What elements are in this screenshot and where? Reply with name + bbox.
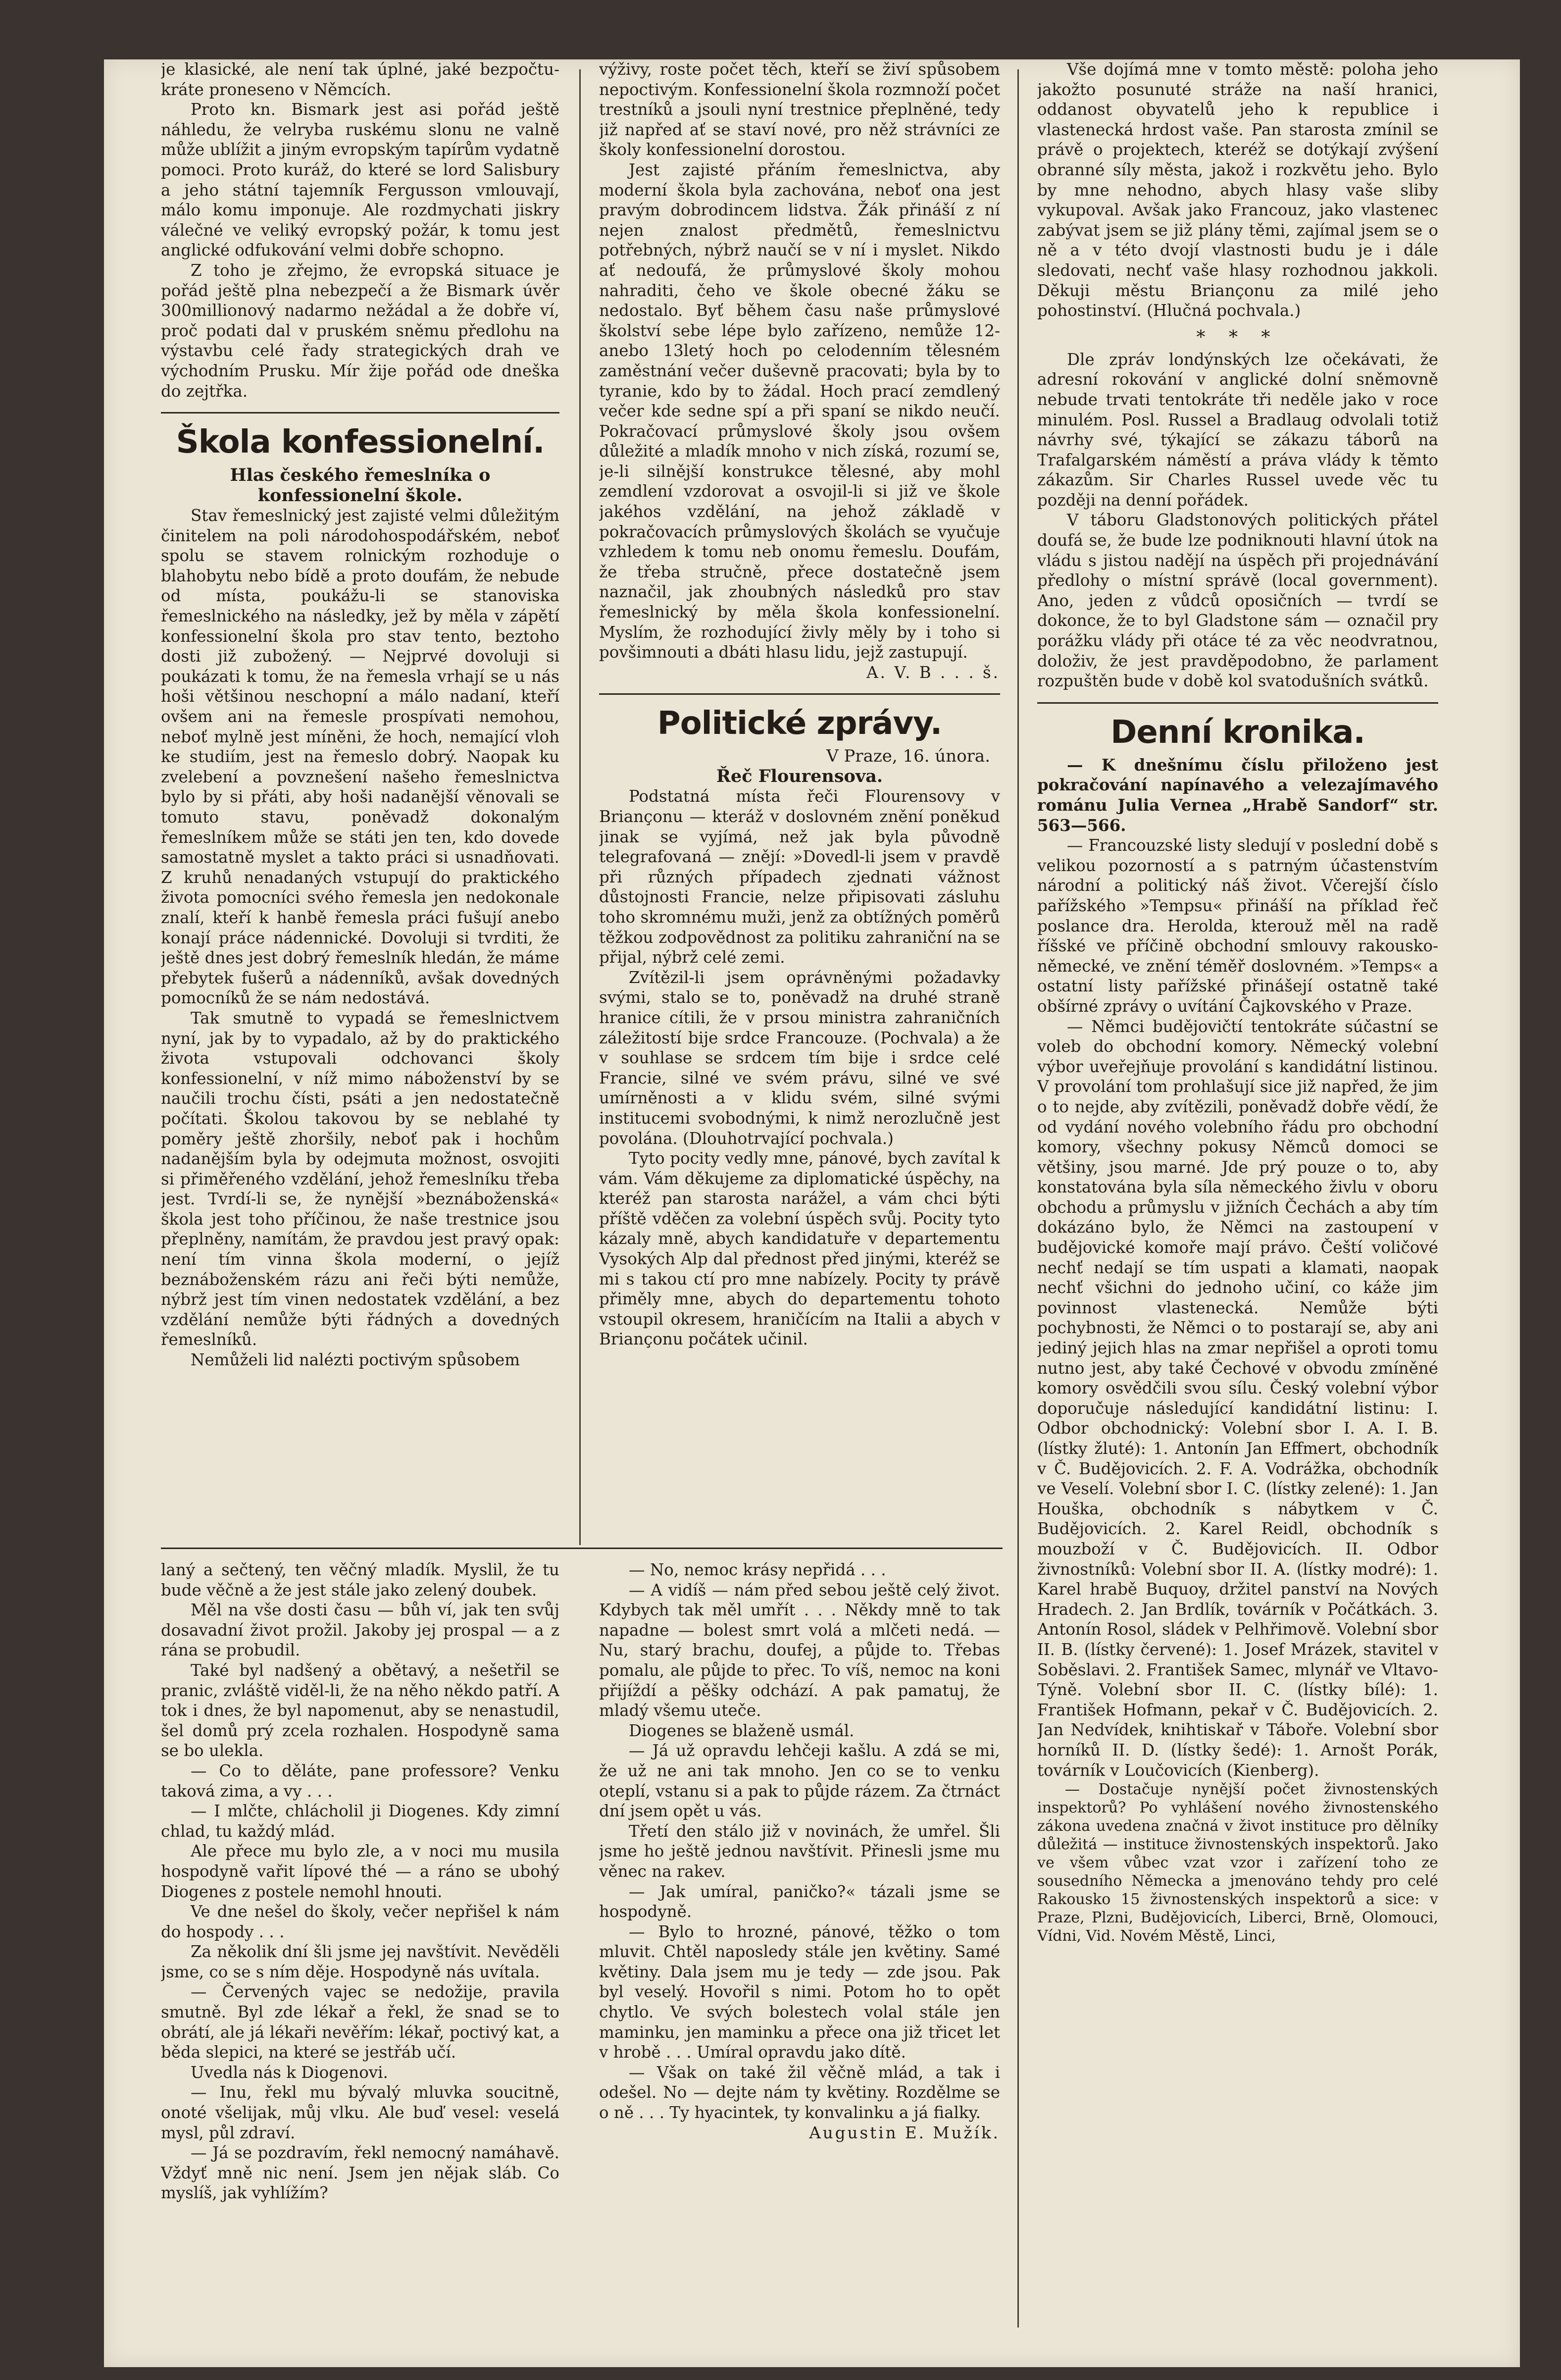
paragraph: — Francouzské listy sledují v poslední době s velikou pozorností a s patrným účastenstvím národní a politický náš život. Včerejší číslo pařížského »Tempsu« přináší na příklad řeč poslance dra. Herolda, kterouž měl na radě říšské ve příčině obchodní smlouvy rakousko-německé, ve znění téměř doslovném. »Temps« a ostatní listy pařížské přinášejí ostatně také obšírné zprávy o uvítání Čajkovského v Praze. <box>1037 836 1438 1016</box>
paragraph: — Já už opravdu lehčeji kašlu. A zdá se mi, že už ne ani tak mnoho. Jen co se to venku oteplí, vstanu si a pak to půjde rázem. Za čtrnáct dní jsem opět u vás. <box>599 1741 1000 1821</box>
feuilleton-divider <box>161 1548 1003 1549</box>
paragraph: — Dostačuje nynější počet živnostenských inspektorů? Po vyhlášení nového živnostenského zákona uvedena značná v život instituce pro dělníky důležitá — instituce živnostenských inspektorů. Jako ve všem vůbec vzat vzor i zařízení toho ze sousedního Německa a jmenováno tehdy pro celé Rakousko 15 živnostenských inspektorů a sice: v Praze, Plzni, Budějovicích, Liberci, Brně, Olomouci, Vídni, Vid. Novém Městě, Linci, <box>1037 1781 1438 1945</box>
paragraph: Stav řemeslnický jest zajisté velmi důležitým činitelem na poli národohospodářském, neboť spolu se stavem rolnickým rozhoduje o blahobytu nebo bídě a proto doufám, že nebude od místa, poukážu-li se stanoviska řemeslnického na následky, jež by měla v zápětí konfessionelní škola pro stav tento, beztoho dosti již zubožený. — Nejprvé dovoluji si poukázati k tomu, že na řemesla vrhají se u nás hoši většinou neschopní a málo nadaní, kteří ovšem ani na řemesle prospívati nemohou, neboť mylně jest míněni, že hoch, nemající vloh ke studiím, jest na řemeslo dobrý. Naopak ku zvelebení a povznešení našeho řemeslnictva bylo by si přáti, aby hoši nadanější věnovali se tomuto stavu, poněvadž dokonalým řemeslníkem může se státi jen ten, kdo dovede samostatně myslet a takto práci si usnadňovati. Z kruhů nenadaných vstupují do praktického života pomocníci svého řemesla jen nedokonale znalí, kteří k hanbě řemesla práci fušují anebo konají práce nádennické. Dovoluji si tvrditi, že ještě dnes jest dobrý řemeslník hledán, že máme přebytek fušerů a nádenníků, avšak dovedných pomocníků že se nám nedostává. <box>161 506 559 1008</box>
signature: A. V. B . . . š. <box>866 663 1000 682</box>
paragraph: — Jak umíral, paničko?« tázali jsme se hospodyně. <box>599 1882 1000 1921</box>
paragraph: Třetí den stálo již v novinách, že umřel. Šli jsme ho ještě jednou navštívit. Přinesli jsme mu věnec na rakev. <box>599 1821 1000 1881</box>
paragraph: Zvítězil-li jsem oprávněnými požadavky svými, stalo se to, poněvadž na druhé straně hranice cítili, že v prsou ministra zahraničních záležitostí bije srdce Francouze. (Pochvala) a že v souhlase se srdcem tím bije i srdce celé Francie, silné ve svém právu, silné ve své umírněnosti a v klidu svém, silné svými institucemi svobodnými, k nimž nerozlučně jest povolána. (Dlouhotrvající pochvala.) <box>599 968 1000 1148</box>
paragraph: — Bylo to hrozné, pánové, těžko o tom mluvit. Chtěl naposledy stále jen květiny. Samé květiny. Dala jsem mu je tedy — zde jsou. Pak byl veselý. Hovořil s nimi. Potom ho to opět chytlo. Ve svých bolestech volal stále jen maminku, jen maminku a přece ona již třicet let v hrobě . . . Umíral opravdu jako dítě. <box>599 1922 1000 2062</box>
paragraph: Měl na vše dosti času — bůh ví, jak ten svůj dosavadní život prožil. Jakoby jej prospal — a z rána se probudil. <box>161 1601 559 1660</box>
separator-stars: * * * <box>1196 327 1279 348</box>
divider <box>161 412 559 414</box>
paragraph: Ve dne nešel do školy, večer nepřišel k nám do hospody . . . <box>161 1902 559 1941</box>
section-heading: Politické zprávy. <box>657 705 942 742</box>
dateline: V Praze, 16. února. <box>826 746 990 767</box>
paragraph: — Němci budějovičtí tentokráte súčastní se voleb do obchodní komory. Německý volební výbor uveřejňuje provolání s kandidátní listinou. V provolání tom prohlašují sice již napřed, že jim o to nejde, aby zvítězili, poněvadž dobře vědí, že od vydání nového volebního řádu pro obchodní komory, všechny pokusy Němců domoci se většiny, jsou marné. Jde prý pouze o to, aby konstatována byla síla německého živlu v oboru obchodu a průmyslu v jižních Čechách a aby tím dokázáno bylo, že Němci na zastoupení v budějovické komoře mají právo. Čeští voličové nechť nedají se tím uspati a klamati, naopak nechť všichni do jednoho učiní, co káže jim povinnost vlastenecká. Nemůže býti pochybnosti, že Němci o to postarají se, aby ani jediný jejich hlas na zmar nepřišel a oproti tomu nutno jest, aby také Čechové v obvodu zmíněné komory osvědčili svou sílu. Český volební výbor doporučuje následující kandidátní listinu: I. Odbor obchodnický: Volební sbor I. A. I. B. (lístky žluté): 1. Antonín Jan Effmert, obchodník v Č. Budějovicích. 2. F. A. Vodrážka, obchodník ve Veselí. Volební sbor I. C. (lístky zelené): 1. Jan Houška, obchodník s nábytkem v Č. Budějovicích. 2. Karel Reidl, obchodník s mouzboží v Č. Budějovicích. II. Odbor živnostníků: Volební sbor II. A. (lístky modré): 1. Karel hrabě Buquoy, držitel panství na Nových Hradech. 2. Jan Brdlík, továrník v Počátkách. 3. Antonín Rosol, sládek v Pelhřimově. Volební sbor II. B. (lístky červené): 1. Josef Mrázek, stavitel v Soběslavi. 2. František Samec, mlynář ve Vltavo-Týně. Volební sbor II. C. (lístky bílé): 1. František Hofmann, pekař v Č. Budějovicích. 2. Jan Nedvídek, knihtiskař v Táboře. Volební sbor horníků II. D. (lístky šedé): 1. Arnošt Porák, továrník v Loučovicích (Kienberg). <box>1037 1017 1438 1780</box>
paragraph: Diogenes se blaženě usmál. <box>629 1721 855 1740</box>
divider <box>1037 702 1438 704</box>
column-3 <box>1037 59 1438 2367</box>
paragraph: Vše dojímá mne v tomto městě: poloha jeho jakožto posunuté stráže na naší hranici, oddanost obyvatelů jeho k republice i vlastenecká hrdost vaše. Pan starosta zmínil se právě o projektech, kteréž se dotýkají zvýšení obranné síly města, jakož i rozkvětu jeho. Bylo by mne nehodno, abych hlasy vaše sliby vykupoval. Avšak jako Francouz, jako vlastenec zabývat jsem se již plány těmi, zajímal jsem se o ně a v této dvojí vlastnosti budu je i dále sledovati, nechť vaše hlasy rozhodnou jakkoli. Děkuji městu Briançonu za milé jeho pohostinství. (Hlučná pochvala.) <box>1037 60 1438 320</box>
paragraph: laný a sečtený, ten věčný mladík. Myslil, že tu bude věčně a že jest stále jako zelený doubek. <box>161 1560 559 1600</box>
column-1 <box>161 59 559 1545</box>
paragraph: Z toho je zřejmo, že evropská situace je pořád ještě plna nebezpečí a že Bismark úvěr 300millionový nadarmo nežádal a že dobře ví, proč podati dal v pruském sněmu předlohu na výstavbu celé řady strategických drah ve východním Prusku. Mír žije pořád ode dneška do zejtřka. <box>161 260 559 401</box>
paragraph: — Inu, řekl mu bývalý mluvka soucitně, onoté všelijak, můj vlku. Ale buď vesel: veselá mysl, půl zdraví. <box>161 2083 559 2142</box>
paragraph: — K dnešnímu číslu přiloženo jest pokračování napínavého a velezajímavého románu Julia Vernea „Hrabě Sandorf“ str. 563—566. <box>1037 755 1438 835</box>
paragraph: je klasické, ale není tak úplné, jaké bezpočtu-kráte proneseno v Němcích. <box>161 60 559 99</box>
paragraph: Za několik dní šli jsme jej navštívit. Nevěděli jsme, co se s ním děje. Hospodyně nás uvítala. <box>161 1942 559 1981</box>
paragraph: — No, nemoc krásy nepřidá . . . <box>629 1560 886 1579</box>
paragraph: V táboru Gladstonových politických přátel doufá se, že bude lze podniknouti hlavní útok na vládu s jistou nadějí na úspěch při projednávání předlohy o místní správě (local government). Ano, jeden z vůdců oposičních — tvrdí se dokonce, že to byl Gladstone sám — označil pry porážku vlády při otáce té za věc neodvratnou, doloživ, že jest pravděpodobno, že parlament rozpuštěn bude v době kol svatodušních svátků. <box>1037 511 1438 691</box>
section-heading: Škola konfessionelní. <box>176 424 545 461</box>
paragraph: Také byl nadšený a obětavý, a nešetřil se pranic, zvláště viděl-li, že na něho někdo patří. A tok i dnes, že byl napomenut, aby se nenastudil, šel domů prý zcela rozhalen. Hospodyně sama se bo ulekla. <box>161 1660 559 1760</box>
feuilleton-column-2 <box>599 1560 1000 2342</box>
newspaper-page <box>104 59 1520 2367</box>
author-signature: Augustin E. Mužík. <box>809 2123 1000 2142</box>
paragraph: Podstatná místa řeči Flourensovy v Briançonu — kteráž v doslovném znění poněkud jinak se vyjímá, než jak byla původně telegrafovaná — znějí: »Dovedl-li jsem v pravdě při různých případech zjednati vážnost důstojnosti Francie, nelze připisovati zásluhu toho skromnému muži, jenž za obtížných poměrů těžkou zodpovědnost za politiku zahraniční na se přijal, nýbrž celé zemi. <box>599 787 1000 967</box>
divider <box>599 693 1000 695</box>
paragraph: — A vidíš — nám před sebou ještě celý život. Kdybych tak měl umřít . . . Někdy mně to tak napadne — bolest smrt volá a mlčeti nedá. — Nu, starý brachu, doufej, a půjde to. Třebas pomalu, ale půjde to přec. To víš, nemoc na koni přijíždí a pěšky odchází. A pak pamatuj, že mladý všemu uteče. <box>599 1580 1000 1720</box>
paragraph: výživy, roste počet těch, kteří se živí spůsobem nepoctivým. Konfessionelní škola rozmnoží počet trestníků a jsouli nyní trestnice přeplněné, tedy již napřed ať se staví nové, pro něž strávníci ze školy konfessionelní dorostou. <box>599 60 1000 159</box>
paragraph: Dle zpráv londýnských lze očekávati, že adresní rokování v anglické dolní sněmovně nebude trvati tentokráte tři neděle jako v roce minulém. Posl. Russel a Bradlaug odvolali totiž návrhy své, týkající se zákazu táborů na Trafalgarském náměstí a práva vlády k těmto zákazům. Sir Charles Russel uvede věc tu později na denní pořádek. <box>1037 350 1438 510</box>
paragraph: — Co to děláte, pane professore? Venku taková zima, a vy . . . <box>161 1761 559 1801</box>
article-subheading: Řeč Flourensova. <box>716 766 883 787</box>
paragraph: — Červených vajec se nedožije, pravila smutně. Byl zde lékař a řekl, že snad se to obrátí, ale já lékaři nevěřím: lékař, poctivý kat, a běda slepici, na které se jestřáb učí. <box>161 1982 559 2062</box>
article-subheading: Hlas českého řemeslníka o konfessionelní škole. <box>230 465 491 506</box>
paragraph: Jest zajisté přáním řemeslnictva, aby moderní škola byla zachována, neboť ona jest pravým dobrodincem lidstva. Žák přináší z ní nejen znalost předmětů, řemeslnictvu potřebných, nýbrž naučí se v ní i myslet. Nikdo ať nedoufá, že průmyslové školy mohou nahraditi, čeho ve škole obecné žáku se nedostalo. Byť během času naše průmyslové školství sebe lépe bylo zařízeno, nemůže 12- anebo 13letý hoch po celodenním tělesném zaměstnání večer duševně pracovati; byla by to tyranie, kdo by to žádal. Hoch prací zemdlený večer kde sedne spí a při spaní se nikdo neučí. Pokračovací průmyslové školy jsou ovšem důležité a mladík mnoho v nich získá, rozumí se, je-li silnější konstrukce tělesné, aby mohl zemdlení vzdorovat a osvojil-li si již ve škole jakéhos vzdělání, na jehož základě v pokračovacích průmyslových školách se vyučuje vzhledem k tomu neb onomu řemeslu. Doufám, že třeba stručně, přece dostatečně jsem naznačil, jak zhoubných následků pro stav řemeslnický by měla škola konfessionelní. Myslím, že rozhodující živly měly by i toho si povšimnouti a dbáti hlasu lidu, jejž zastupují. <box>599 160 1000 662</box>
paragraph: Uvedla nás k Diogenovi. <box>191 2063 388 2082</box>
paragraph: Proto kn. Bismark jest asi pořád ještě náhledu, že velryba ruskému slonu ne valně může ublížit a jiným evropským tapírům vydatně pomoci. Proto kuráž, do které se lord Salisbury a jeho státní tajemník Fergusson vmlouvají, málo komu imponuje. Ale rozdmychati jiskry válečné ve veliký evropský požár, k tomu jest anglické odfukování velmi dobře schopno. <box>161 100 559 260</box>
column-2 <box>599 59 1000 1535</box>
paragraph: — Však on také žil věčně mlád, a tak i odešel. No — dejte nám ty květiny. Rozdělme se o ně . . . Ty hyacintek, ty konvalinku a já fialky. <box>599 2063 1000 2122</box>
column-divider <box>1017 69 1019 2328</box>
paragraph: Ale přece mu bylo zle, a v noci mu musila hospodyně vařit lípové thé — a ráno se ubohý Diogenes z postele nemohl hnouti. <box>161 1842 559 1901</box>
paragraph: — I mlčte, chlácholil ji Diogenes. Kdy zimní chlad, tu každý mlád. <box>161 1802 559 1841</box>
column-divider <box>579 69 581 1545</box>
feuilleton-column-1 <box>161 1560 559 2342</box>
section-heading: Denní kronika. <box>1110 714 1365 751</box>
paragraph: Nemůželi lid nalézti poctivým spůsobem <box>191 1350 520 1370</box>
paragraph: — Já se pozdravím, řekl nemocný namáhavě. Vždyť mně nic není. Jsem jen nějak sláb. Co myslíš, jak vyhlížím? <box>161 2143 559 2203</box>
paragraph: Tak smutně to vypadá se řemeslnictvem nyní, jak by to vypadalo, až by do praktického života vstupovali odchovanci školy konfessionelní, v níž mimo náboženství by se naučili trochu čísti, psáti a jen nedostatečně počítati. Školou takovou by se neblahé ty poměry ještě zhoršily, neboť pak i hochům nadanějším byla by odejmuta možnost, osvojiti si přiměřeného vzdělání, jehož řemeslníku třeba jest. Tvrdí-li se, že nynější »beznáboženská« škola jest toho příčinou, že naše trestnice jsou přeplněny, namítám, že pravdou jest pravý opak: není tím vinna škola moderní, o jejíž beznáboženském rázu ani řeči býti nemůže, nýbrž jest tím vinen nedostatek vzdělání, a bez vzdělání nemůže býti řádných a dovedných řemeslníků. <box>161 1008 559 1349</box>
paragraph: Tyto pocity vedly mne, pánové, bych zavítal k vám. Vám děkujeme za diplomatické úspěchy, na kteréž pan starosta narážel, a vám chci býti příště vděčen za volební úspěch svůj. Pocity tyto kázaly mně, abych kandidatuře v departementu Vysokých Alp dal přednost před jinými, kteréž se mi s takou ctí pro mne nabízely. Pocity ty právě přiměly mne, abych do departementu tohoto vstoupil okresem, hraničícím na Italii a abych v Briançonu počátek učinil. <box>599 1149 1000 1349</box>
